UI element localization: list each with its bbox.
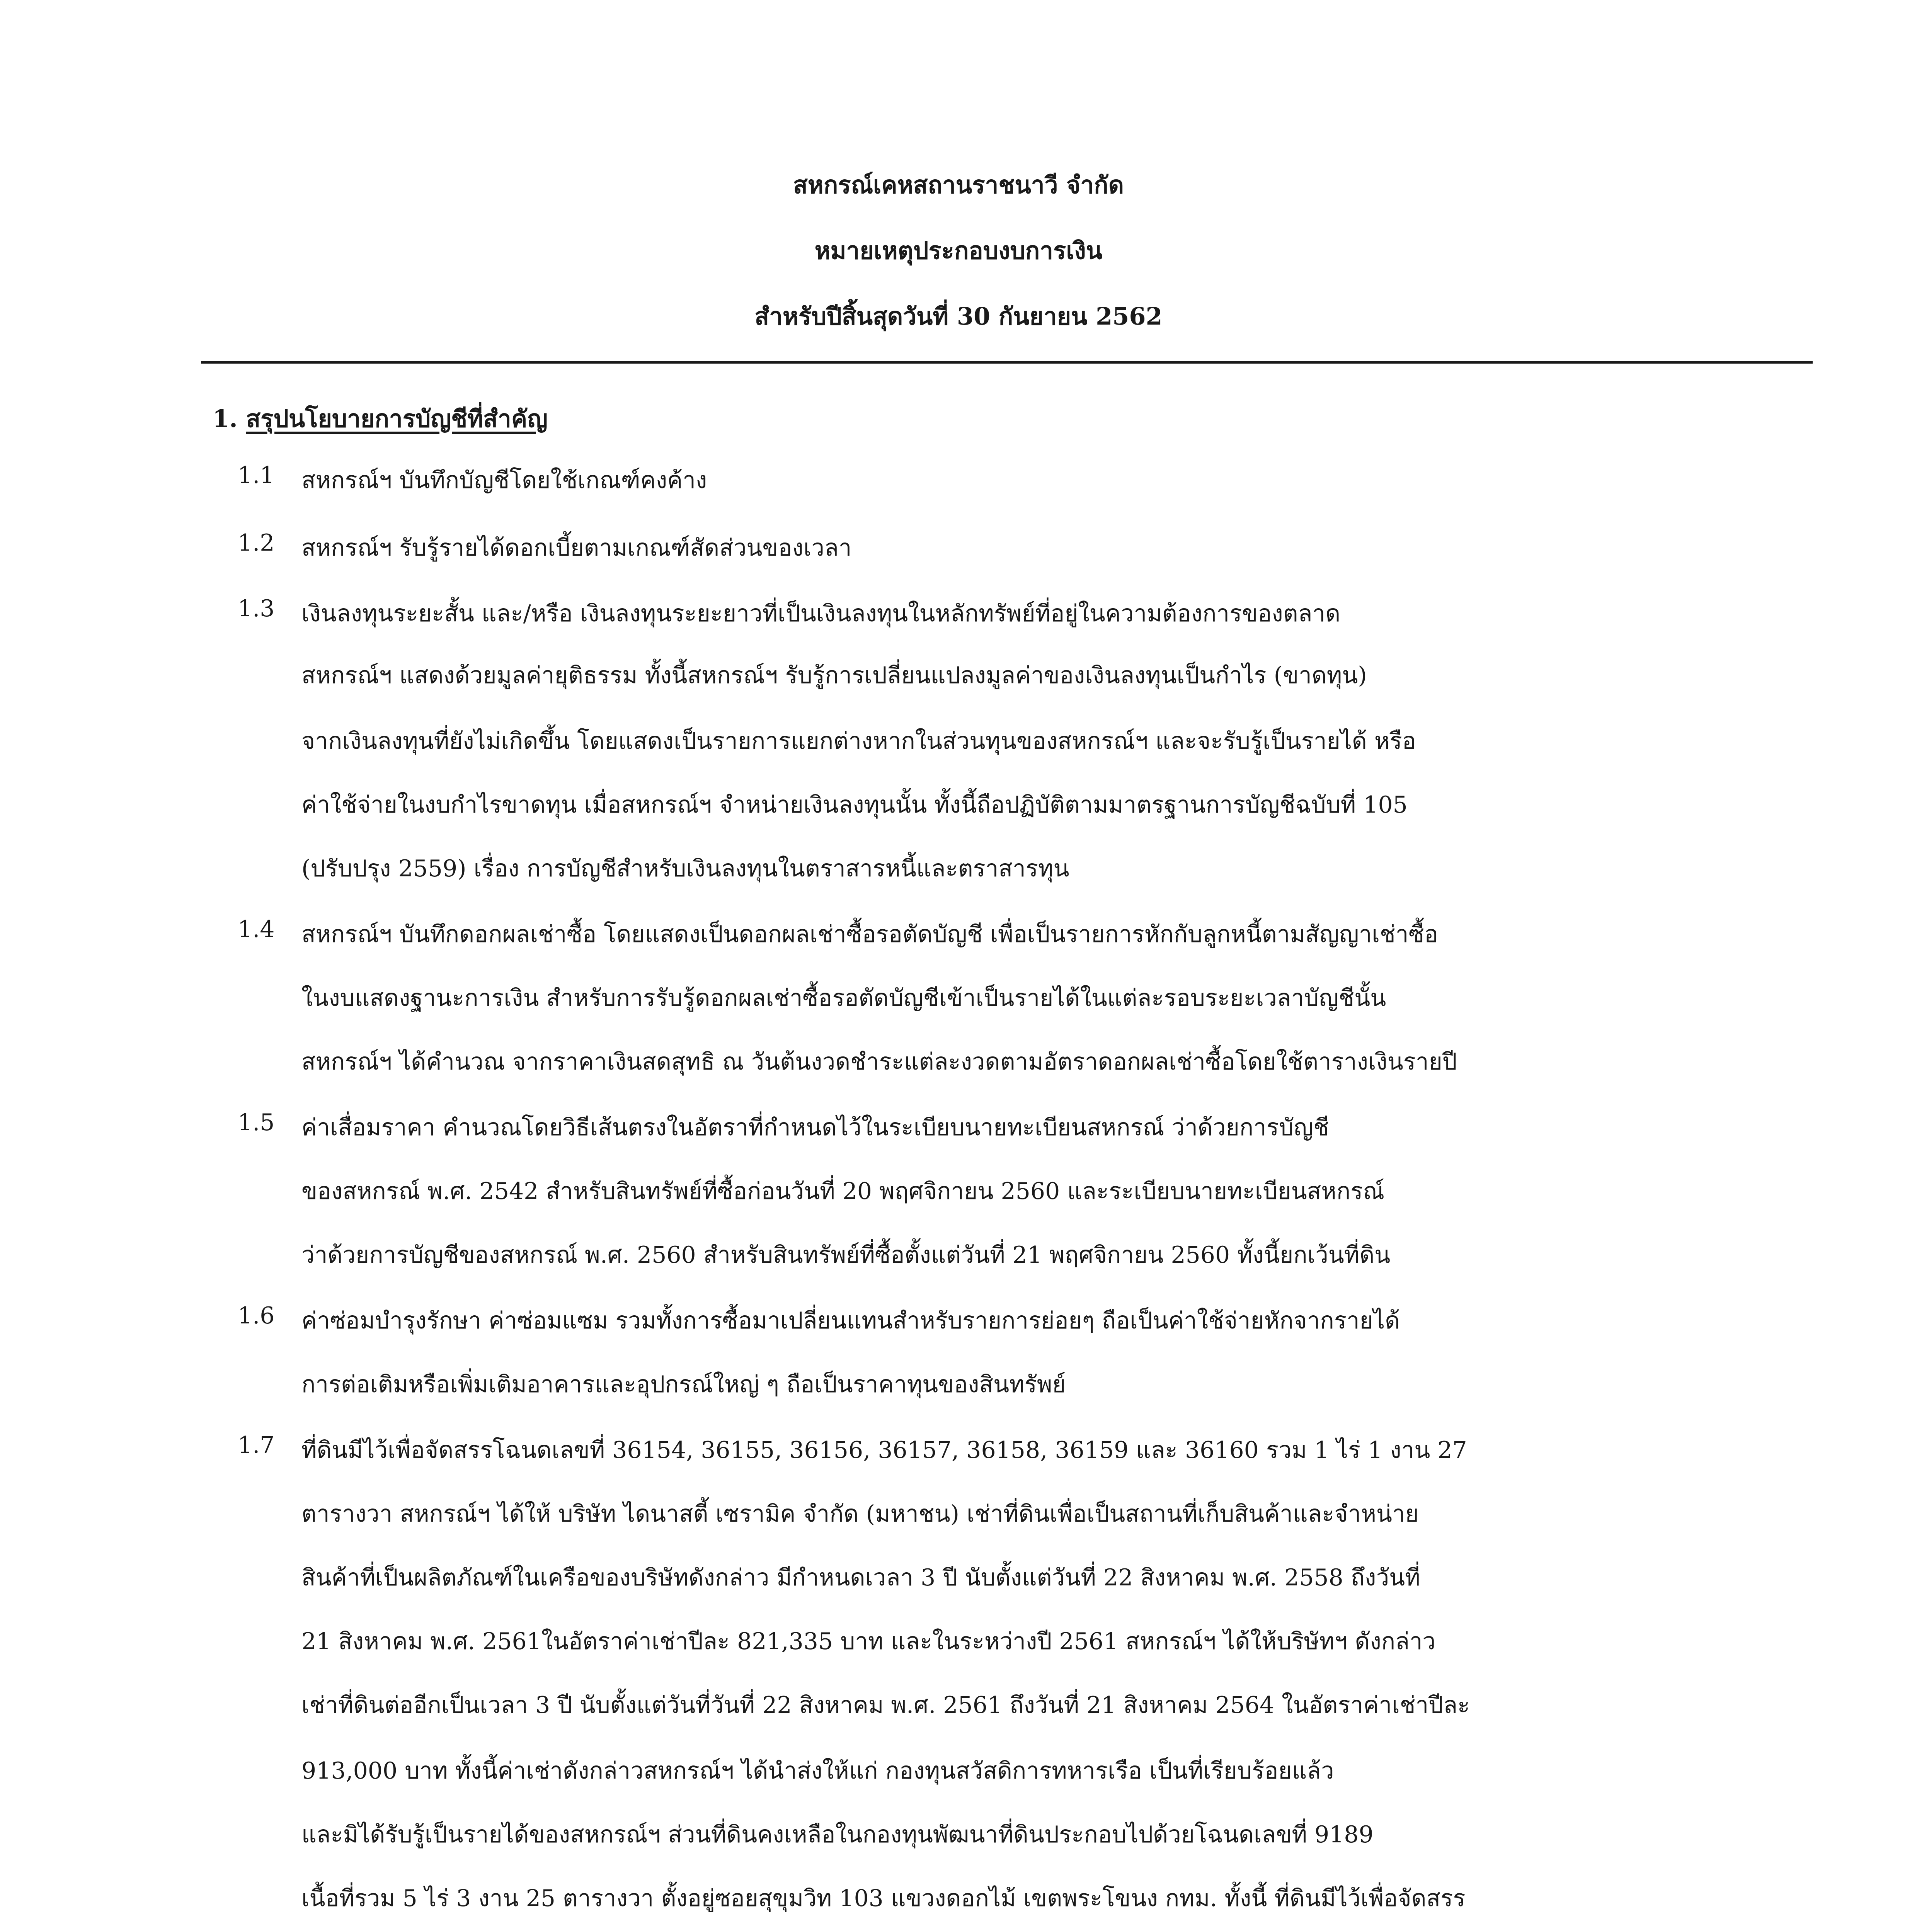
item-text-line: สหกรณ์ฯ บันทึกดอกผลเช่าซื้อ โดยแสดงเป็นดอกผลเช่าซื้อรอตัดบัญชี เพื่อเป็นรายการหักกับลูกหนี้ตามสัญญาเช่าซื้อ [301, 921, 1439, 948]
item-text-line: สหกรณ์ฯ บันทึกบัญชีโดยใช้เกณฑ์คงค้าง [301, 467, 707, 494]
section-heading [213, 400, 548, 438]
item-text-line: ในงบแสดงฐานะการเงิน สำหรับการรับรู้ดอกผลเช่าซื้อรอตัดบัญชีเข้าเป็นรายได้ในแต่ละรอบระยะเวลาบัญชีนั้น [301, 985, 1386, 1012]
item-text-line: การต่อเติมหรือเพิ่มเติมอาคารและอุปกรณ์ใหญ่ ๆ ถือเป็นราคาทุนของสินทรัพย์ [301, 1371, 1066, 1398]
item-text-line: ค่าซ่อมบำรุงรักษา ค่าซ่อมแซม รวมทั้งการซื้อมาเปลี่ยนแทนสำหรับรายการย่อยๆ ถือเป็นค่าใช้จ่ายหักจากรายได้ [301, 1307, 1400, 1334]
item-number: 1.3 [238, 595, 275, 622]
item-number: 1.4 [238, 916, 275, 943]
item-text-line: 913,000 บาท ทั้งนี้ค่าเช่าดังกล่าวสหกรณ์ฯ ได้นำส่งให้แก่ กองทุนสวัสดิการทหารเรือ เป็นที่เรียบร้อยแล้ว [301, 1757, 1334, 1784]
item-number: 1.5 [238, 1109, 275, 1136]
item-text-line: ว่าด้วยการบัญชีของสหกรณ์ พ.ศ. 2560 สำหรับสินทรัพย์ที่ซื้อตั้งแต่วันที่ 21 พฤศจิกายน 2560 ทั้งนี้ยกเว้นที่ดิน [301, 1242, 1391, 1269]
item-number: 1.6 [238, 1302, 275, 1329]
item-text-line: สหกรณ์ฯ รับรู้รายได้ดอกเบี้ยตามเกณฑ์สัดส่วนของเวลา [301, 534, 852, 561]
header-divider [201, 361, 1813, 364]
item-text-line: สหกรณ์ฯ ได้คำนวณ จากราคาเงินสดสุทธิ ณ วันต้นงวดชำระแต่ละงวดตามอัตราดอกผลเช่าซื้อโดยใช้ตารางเงินรายปี [301, 1048, 1457, 1075]
item-text-line: เนื้อที่รวม 5 ไร่ 3 งาน 25 ตารางวา ตั้งอยู่ซอยสุขุมวิท 103 แขวงดอกไม้ เขตพระโขนง กทม. ทั้งนี้ ที่ดินมีไว้เพื่อจัดสรร [301, 1885, 1466, 1912]
item-number: 1.2 [238, 529, 275, 556]
item-text-line: และมิได้รับรู้เป็นรายได้ของสหกรณ์ฯ ส่วนที่ดินคงเหลือในกองทุนพัฒนาที่ดินประกอบไปด้วยโฉนดเลขที่ 9189 [301, 1821, 1374, 1848]
item-number: 1.7 [238, 1432, 275, 1459]
item-text-line: สินค้าที่เป็นผลิตภัณฑ์ในเครือของบริษัทดังกล่าว มีกำหนดเวลา 3 ปี นับตั้งแต่วันที่ 22 สิงหาคม พ.ศ. 2558 ถึงวันที่ [301, 1564, 1420, 1591]
item-text-line: เงินลงทุนระยะสั้น และ/หรือ เงินลงทุนระยะยาวที่เป็นเงินลงทุนในหลักทรัพย์ที่อยู่ในความต้องการของตลาด [301, 600, 1341, 627]
item-text-line: ค่าเสื่อมราคา คำนวณโดยวิธีเส้นตรงในอัตราที่กำหนดไว้ในระเบียบนายทะเบียนสหกรณ์ ว่าด้วยการบัญชี [301, 1114, 1329, 1141]
item-text-line: จากเงินลงทุนที่ยังไม่เกิดขึ้น โดยแสดงเป็นรายการแยกต่างหากในส่วนทุนของสหกรณ์ฯ และจะรับรู้เป็นรายได้ หรือ [301, 728, 1416, 755]
item-text-line: 21 สิงหาคม พ.ศ. 2561ในอัตราค่าเช่าปีละ 821,335 บาท และในระหว่างปี 2561 สหกรณ์ฯ ได้ให้บริษัทฯ ดังกล่าว [301, 1628, 1436, 1655]
item-text-line: ของสหกรณ์ พ.ศ. 2542 สำหรับสินทรัพย์ที่ซื้อก่อนวันที่ 20 พฤศจิกายน 2560 และระเบียบนายทะเบียนสหกรณ์ [301, 1178, 1385, 1205]
document-title: หมายเหตุประกอบงบการเงิน [814, 236, 1103, 265]
section-title: สรุปนโยบายการบัญชีที่สำคัญ [246, 405, 548, 433]
item-text-line: ตารางวา สหกรณ์ฯ ได้ให้ บริษัท ไดนาสตี้ เซรามิค จำกัด (มหาชน) เช่าที่ดินเพื่อเป็นสถานที่เก็บสินค้าและจำหน่าย [301, 1500, 1419, 1527]
item-text-line: (ปรับปรุง 2559) เรื่อง การบัญชีสำหรับเงินลงทุนในตราสารหนี้และตราสารทุน [301, 855, 1069, 882]
item-text-line: ที่ดินมีไว้เพื่อจัดสรรโฉนดเลขที่ 36154, 36155, 36156, 36157, 36158, 36159 และ 36160 รวม 1 ไร่ 1 งาน 27 [301, 1437, 1467, 1464]
item-text-line: ค่าใช้จ่ายในงบกำไรขาดทุน เมื่อสหกรณ์ฯ จำหน่ายเงินลงทุนนั้น ทั้งนี้ถือปฏิบัติตามมาตรฐานการบัญชีฉบับที่ 105 [301, 791, 1408, 818]
item-text-line: เช่าที่ดินต่ออีกเป็นเวลา 3 ปี นับตั้งแต่วันที่วันที่ 22 สิงหาคม พ.ศ. 2561 ถึงวันที่ 21 สิงหาคม 2564 ในอัตราค่าเช่าปีละ [301, 1692, 1470, 1719]
cooperative-name: สหกรณ์เคหสถานราชนาวี จำกัด [793, 171, 1124, 199]
period-subtitle: สำหรับปีสิ้นสุดวันที่ 30 กันยายน 2562 [754, 302, 1163, 330]
item-text-line: สหกรณ์ฯ แสดงด้วยมูลค่ายุติธรรม ทั้งนี้สหกรณ์ฯ รับรู้การเปลี่ยนแปลงมูลค่าของเงินลงทุนเป็นกำไร (ขาดทุน) [301, 662, 1367, 689]
section-number: 1. [213, 405, 238, 433]
item-number: 1.1 [238, 462, 275, 489]
